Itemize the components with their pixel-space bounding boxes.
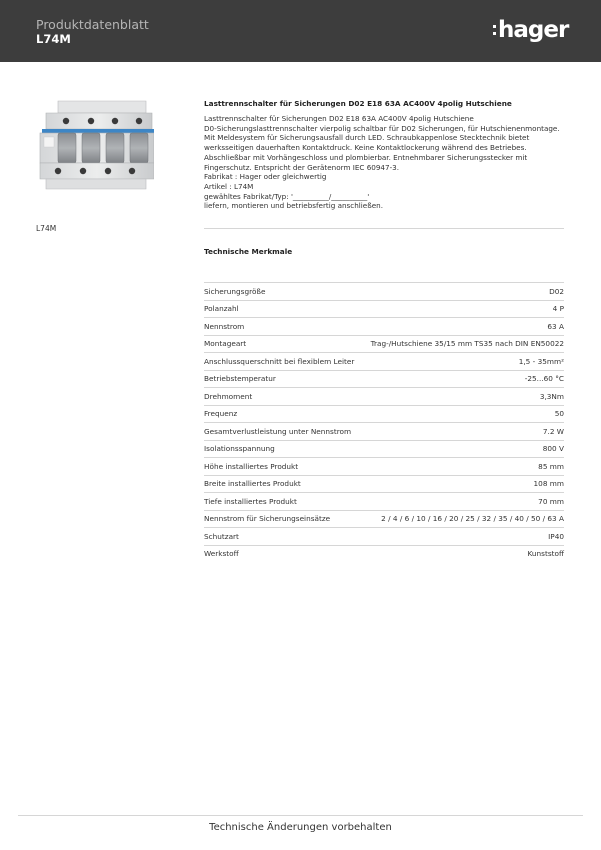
spec-row [204,510,564,528]
tech-section-title: Technische Merkmale [204,247,293,256]
spec-row [204,440,564,458]
spec-label: Nennstrom [204,321,245,331]
description-line: Artikel : L74M [204,181,254,191]
description-line: Fingerschutz. Entspricht der Gerätenorm IEC 60947-3. [204,162,400,172]
footer-note: Technische Änderungen vorbehalten [209,822,392,833]
spec-label: Nennstrom für Sicherungseinsätze [204,514,331,524]
spec-row [204,282,564,300]
description-line: gewähltes Fabrikat/Typ: '__________/__________' [204,191,370,201]
spec-row [204,370,564,388]
description-line: D0-Sicherungslasttrennschalter vierpolig schaltbar für D02 Sicherungen, für Hutschienenmontage. [204,123,560,133]
spec-label: Drehmoment [204,391,253,401]
spec-label: Schutzart [204,531,239,541]
spec-row [204,317,564,335]
spec-row [204,422,564,440]
spec-row [204,300,564,318]
spec-row [204,545,564,563]
spec-value: 63 A [547,321,564,331]
description-line: Abschließbar mit Vorhängeschloss und plombierbar. Entnehmbarer Sicherungsstecker mit [204,152,528,162]
spec-label: Werkstoff [204,549,239,559]
spec-row [204,527,564,545]
spec-value: 50 [554,409,564,419]
spec-value: D02 [549,286,564,296]
spec-value: 2 / 4 / 6 / 10 / 16 / 20 / 25 / 32 / 35 / 40 / 50 / 63 A [381,514,564,524]
spec-value: -25...60 °C [524,374,564,384]
spec-row [204,475,564,493]
spec-label: Polanzahl [204,304,239,314]
spec-row [204,335,564,353]
spec-label: Isolationsspannung [204,444,275,454]
spec-value: 85 mm [538,461,564,471]
logo-text: hager [498,17,569,43]
spec-row [204,352,564,370]
spec-value: 1,5 - 35mm² [518,356,564,366]
description-line: werksseitigen dauerhaften Kontaktdruck. Keine Kontaktlockerung während des Betriebes. [204,143,527,153]
spec-table [204,282,564,562]
spec-row [204,492,564,510]
spec-label: Höhe installiertes Produkt [204,461,299,471]
spec-value: 4 P [552,304,564,314]
section-divider [204,228,564,229]
spec-value: Kunststoff [527,549,564,559]
spec-label: Anschlussquerschnitt bei flexiblem Leiter [204,356,355,366]
spec-value: 3,3Nm [539,391,564,401]
spec-label: Tiefe installiertes Produkt [204,496,297,506]
spec-label: Gesamtverlustleistung unter Nennstrom [204,426,352,436]
description-line: Fabrikat : Hager oder gleichwertig [204,172,327,182]
spec-label: Sicherungsgröße [204,286,266,296]
spec-value: 70 mm [538,496,564,506]
spec-value: Trag-/Hutschiene 35/15 mm TS35 nach DIN EN50022 [370,339,564,349]
description-line: Mit Meldesystem für Sicherungsausfall durch LED. Schraubkappenlose Stecktechnik bietet [204,133,530,143]
header-bar [0,0,601,62]
doc-type-title: Produktdatenblatt [36,17,149,32]
product-description [204,114,574,211]
spec-label: Montageart [204,339,247,349]
spec-label: Frequenz [204,409,238,419]
spec-value: IP40 [548,531,564,541]
logo-dots-icon [493,25,496,35]
spec-row [204,405,564,423]
footer-divider [18,815,583,816]
hager-logo [493,16,568,44]
product-code-label: L74M [36,224,57,233]
header-product-code: L74M [36,32,71,46]
spec-value: 108 mm [533,479,564,489]
spec-label: Breite installiertes Produkt [204,479,301,489]
spec-value: 800 V [542,444,564,454]
description-line: liefern, montieren und betriebsfertig anschließen. [204,201,383,211]
spec-row [204,387,564,405]
spec-row [204,457,564,475]
spec-label: Betriebstemperatur [204,374,276,384]
spec-value: 7.2 W [542,426,564,436]
product-title: Lasttrennschalter für Sicherungen D02 E18 63A AC400V 4polig Hutschiene [204,99,512,108]
product-image [36,99,154,191]
description-line: Lasttrennschalter für Sicherungen D02 E18 63A AC400V 4polig Hutschiene [204,114,474,123]
